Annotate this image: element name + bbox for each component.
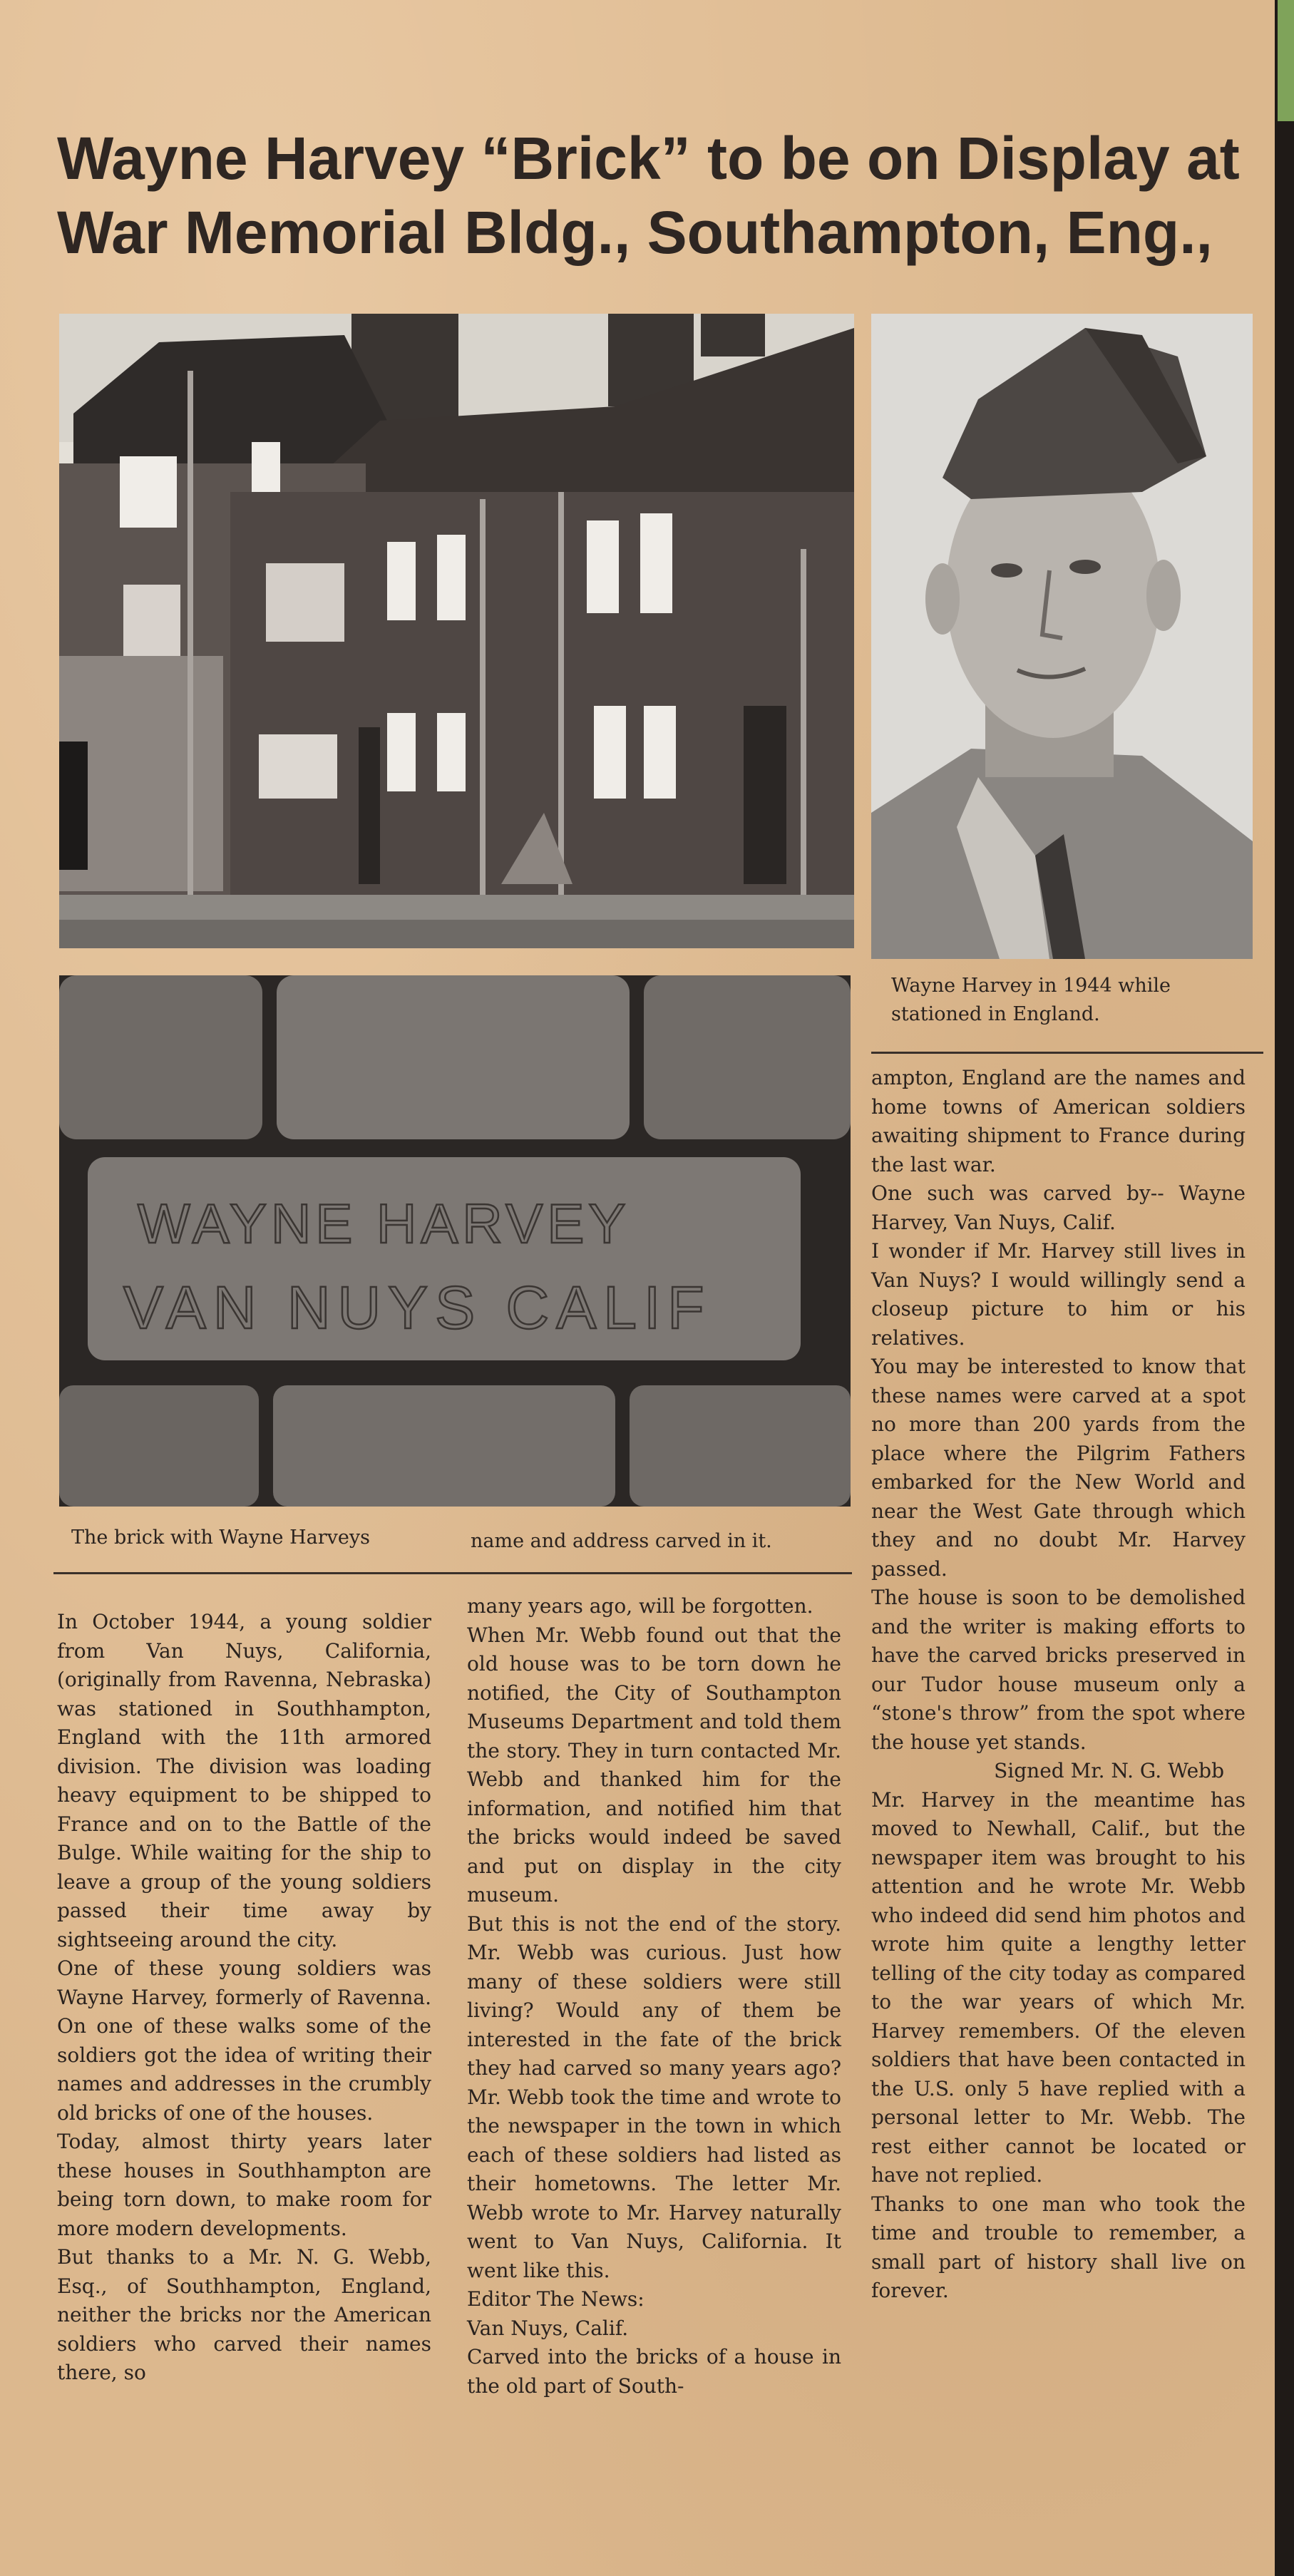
col2-paragraph: Carved into the bricks of a house in the old part of South-: [467, 2345, 841, 2398]
portrait-caption-line-1: Wayne Harvey in 1944 while: [891, 975, 1171, 997]
headline-line-1: Wayne Harvey “Brick” to be on Display at: [57, 125, 1240, 192]
col1-paragraph: But thanks to a Mr. N. G. Webb, Esq., of Southhampton, England, neither the bricks nor the American soldiers who carved their names there, so: [57, 2245, 431, 2384]
col3-paragraph: The house is soon to be demolished and the writer is making efforts to have the carved bricks preserved in our Tudor house museum only a “stone's throw” from the spot where the house yet stands.: [871, 1586, 1246, 1754]
col2-paragraph: But this is not the end of the story. Mr. Webb was curious. Just how many of these soldiers were still living? Would any of them be interested in the fate of the brick they had carved so many years ago? Mr. Webb took the time and wrote to the newspaper in the town in which each of these soldiers had listed as their hometowns. The letter Mr. Webb wrote to Mr. Harvey naturally went to Van Nuys, California. It went like this.: [467, 1912, 841, 2282]
headline: [57, 121, 1276, 270]
col3-paragraph: ampton, England are the names and home towns of American soldiers awaiting shipment to France during the last war.: [871, 1066, 1246, 1176]
col2-paragraph: Van Nuys, Calif.: [467, 2316, 629, 2340]
brick-caption-right: name and address carved in it.: [471, 1530, 772, 1552]
background-edge: [1275, 0, 1294, 2576]
houses-photo-image: [59, 314, 854, 948]
col1-paragraph: In October 1944, a young soldier from Van Nuys, California, (originally from Ravenna, Nebraska) was stationed in Southhampton, England with the 11th armored division. The division was loading heavy equipment to be shipped to France and on to the Battle of the Bulge. While waiting for the ship to leave a group of the young soldiers passed their time away by sightseeing around the city.: [57, 1610, 431, 1951]
brick-carving-line-1: WAYNE HARVEY: [138, 1192, 630, 1255]
col1-paragraph: Today, almost thirty years later these houses in Southhampton are being torn down, to make room for more modern developments.: [57, 2130, 431, 2240]
col1-paragraph: One of these young soldiers was Wayne Harvey, formerly of Ravenna. On one of these walks some of the soldiers got the idea of writing their names and addresses in the crumbly old bricks of one of the houses.: [57, 1956, 431, 2125]
col2-paragraph: many years ago, will be forgotten.: [467, 1594, 813, 1618]
article-column-1: [57, 1608, 431, 2388]
article-column-2: [467, 1592, 841, 2401]
portrait-photo-image: [871, 314, 1253, 959]
caption-rule-right: [871, 1052, 1263, 1054]
col3-signature: Signed Mr. N. G. Webb: [994, 1759, 1224, 1782]
houses-photo: [59, 314, 854, 948]
portrait-caption-line-2: stationed in England.: [891, 1003, 1100, 1025]
article-column-3: [871, 1064, 1246, 2306]
headline-line-2: War Memorial Bldg., Southampton, Eng.,: [57, 199, 1213, 266]
col3-paragraph: Mr. Harvey in the meantime has moved to Newhall, Calif., but the newspaper item was brought to his attention and he wrote Mr. Webb who indeed did send him photos and wrote him quite a lengthy letter telling of the city today as compared to the war years of which Mr. Harvey remembers. Of the eleven soldiers that have been contacted in the U.S. only 5 have replied with a personal letter to Mr. Webb. The rest either cannot be located or have not replied.: [871, 1787, 1246, 2187]
col3-paragraph: I wonder if Mr. Harvey still lives in Van Nuys? I would willingly send a closeup picture to him or his relatives.: [871, 1239, 1246, 1350]
col2-paragraph: When Mr. Webb found out that the old house was to be torn down he notified, the City of Southampton Museums Department and told them the story. They in turn contacted Mr. Webb and thanked him for the information, and notified him that the bricks would indeed be saved and put on display in the city museum.: [467, 1623, 841, 1907]
brick-carving-line-2: VAN NUYS CALIF: [123, 1274, 712, 1341]
portrait-photo: [871, 314, 1253, 959]
caption-rule-left: [53, 1572, 852, 1574]
col3-paragraph: Thanks to one man who took the time and trouble to remember, a small part of history shall live on forever.: [871, 2192, 1246, 2302]
brick-photo-image: [59, 975, 851, 1507]
col2-paragraph: Editor The News:: [467, 2287, 645, 2311]
green-background-strip: [1278, 0, 1294, 121]
portrait-caption: [891, 972, 1262, 1029]
col3-paragraph: You may be interested to know that these names were carved at a spot no more than 200 yards from the place where the Pilgrim Fathers embarked for the New World and near the West Gate through which they and no doubt Mr. Harvey passed.: [871, 1355, 1246, 1581]
col3-paragraph: One such was carved by-- Wayne Harvey, Van Nuys, Calif.: [871, 1181, 1246, 1234]
brick-photo: [59, 975, 851, 1507]
brick-caption-left: The brick with Wayne Harveys: [71, 1526, 371, 1549]
